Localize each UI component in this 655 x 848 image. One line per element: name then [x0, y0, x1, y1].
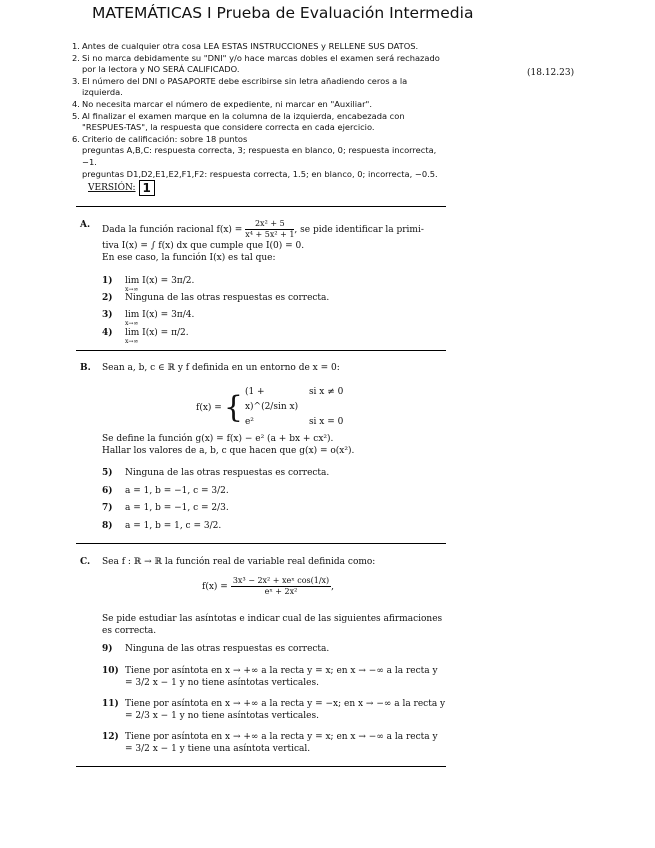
question-letter: B.: [80, 363, 91, 373]
answer-option: 7) a = 1, b = −1, c = 2/3.: [102, 503, 229, 513]
question-a: A. Dada la función racional f(x) = $\frac{\text{2x² + 5}}{\text{x⁴ + 5x² + 1}}$ , se pide identificar la primi- tiva I(x) = ∫ f(x) dx que cumple que I(0) = 0. En ese caso, la función I(x) es tal que:: [80, 219, 424, 263]
question-c: C. Sea f : ℝ → ℝ la función real de variable real definida como:: [80, 557, 376, 567]
brace: {: [223, 389, 243, 425]
question-letter: A.: [80, 220, 91, 230]
divider: [76, 350, 446, 351]
piecewise-function: f(x) = { (1 + x)^(2/sin x) si x ≠ 0 e² si x = 0: [196, 387, 344, 427]
answer-option: 1) lim I(x) = 3π/2. x→∞: [102, 276, 195, 293]
instruction-item: 2. Si no marca debidamente su "DNI" y/o hace marcas dobles el examen será rechazado por la lectora y NO SERÁ CALIFICADO.: [72, 52, 440, 75]
divider: [76, 543, 446, 544]
instruction-item: 5. Al finalizar el examen marque en la columna de la izquierda, encabezada con "RESPUES-TAS", la respuesta que considere correcta en cada ejercicio.: [72, 110, 405, 133]
exam-date: (18.12.23): [527, 68, 575, 78]
answer-option: 2) Ninguna de las otras respuestas es correcta.: [102, 293, 330, 303]
answer-option: 5) Ninguna de las otras respuestas es correcta.: [102, 468, 330, 478]
question-letter: C.: [80, 557, 91, 567]
instruction-item: 1. Antes de cualquier otra cosa LEA ESTAS INSTRUCCIONES y RELLENE SUS DATOS.: [72, 41, 419, 51]
answer-option: 4) lim I(x) = π/2. x→∞: [102, 328, 189, 345]
criteria-line: preguntas A,B,C: respuesta correcta, 3; respuesta en blanco, 0; respuesta incorrecta, −1.: [82, 145, 437, 167]
answer-option: 10) Tiene por asíntota en x → +∞ a la recta y = x; en x → −∞ a la recta y = 3/2 x − 1 y no tiene asíntotas verticales.: [102, 666, 438, 688]
criteria-line: preguntas D1,D2,E1,E2,F1,F2: respuesta correcta, 1.5; en blanco, 0; incorrecta, −0.5.: [82, 168, 438, 179]
instruction-item: 4. No necesita marcar el número de expediente, ni marcar en "Auxiliar".: [72, 98, 372, 109]
question-c-text: Se pide estudiar las asíntotas e indicar cual de las siguientes afirmaciones es correcta.: [102, 614, 443, 636]
answer-option: 3) lim I(x) = 3π/4. x→∞: [102, 310, 195, 327]
instruction-item: 3. El número del DNI o PASAPORTE debe escribirse sin letra añadiendo ceros a la izquierda.: [72, 75, 408, 98]
divider: [76, 206, 446, 207]
answer-option: 8) a = 1, b = 1, c = 3/2.: [102, 521, 222, 531]
function-definition: f(x) = $\frac{\text{3x³ − 2x² + xeˣ cos(1/x)}}{\text{eˣ + 2x²}}$ ,: [202, 576, 335, 596]
instructions-list: [72, 41, 450, 180]
fraction: $\frac{\text{2x² + 5}}{\text{x⁴ + 5x² + 1}}$: [245, 219, 295, 239]
answer-option: 11) Tiene por asíntota en x → +∞ a la recta y = −x; en x → −∞ a la recta y = 2/3 x − 1 y no tiene asíntotas verticales.: [102, 699, 446, 721]
question-b: B. Sean a, b, c ∈ ℝ y f definida en un entorno de x = 0:: [80, 363, 340, 373]
fraction: $\frac{\text{3x³ − 2x² + xeˣ cos(1/x)}}{\text{eˣ + 2x²}}$: [232, 576, 330, 596]
answer-option: 9) Ninguna de las otras respuestas es correcta.: [102, 644, 330, 654]
instruction-item: 6. Criterio de calificación: sobre 18 puntos: [72, 133, 248, 144]
version-label: VERSIÓN:: [88, 183, 136, 193]
divider: [76, 766, 446, 767]
version-number: 1: [139, 180, 155, 196]
question-b-text: Se define la función g(x) = f(x) − e² (a + bx + cx²). Hallar los valores de a, b, c que hacen que g(x) = o(x²).: [102, 434, 355, 456]
answer-option: 6) a = 1, b = −1, c = 3/2.: [102, 486, 229, 496]
answer-option: 12) Tiene por asíntota en x → +∞ a la recta y = x; en x → −∞ a la recta y = 3/2 x − 1 y tiene una asíntota vertical.: [102, 732, 438, 754]
page-title: MATEMÁTICAS I Prueba de Evaluación Intermedia: [92, 4, 474, 22]
version-block: [88, 180, 155, 196]
